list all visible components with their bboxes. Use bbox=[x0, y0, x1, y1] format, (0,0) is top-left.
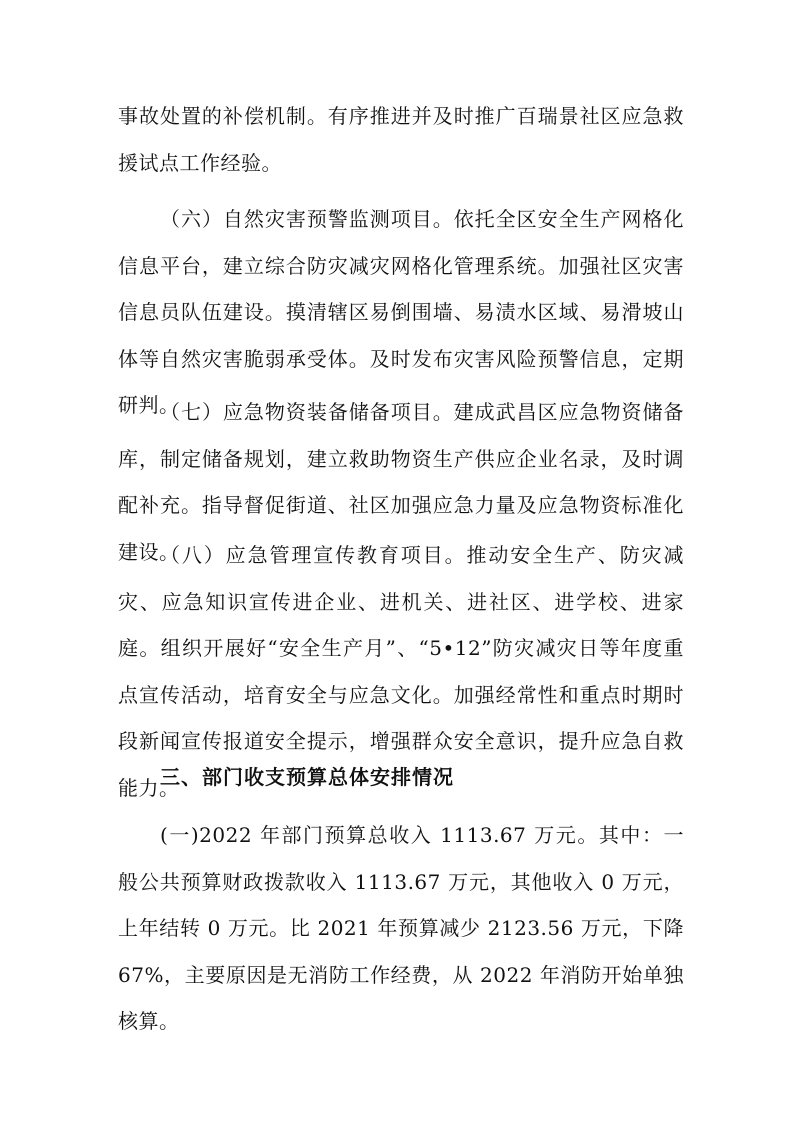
paragraph-publicity-education: （八）应急管理宣传教育项目。推动安全生产、防灾减灾、应急知识宣传进企业、进机关、进社区、进学校、进家庭。组织开展好“安全生产月”、“5•12”防灾减灾日等年度重点宣传活动，培育安全与应急文化。加强经常性和重点时期时段新闻宣传报道安全提示，增强群众安全意识，提升应急自救能力。 bbox=[118, 543, 684, 800]
paragraph-continuation: 事故处置的补偿机制。有序推进并及时推广百瑞景社区应急救援试点工作经验。 bbox=[118, 104, 684, 175]
section-heading: 三、部门收支预算总体安排情况 bbox=[160, 765, 454, 789]
paragraph-budget-income: (一)2022 年部门预算总收入 1113.67 万元。其中：一般公共预算财政拨款收入 1113.67 万元，其他收入 0 万元，上年结转 0 万元。比 2021 年预算减少 2123.56 万元，下降 67%，主要原因是无消防工作经费，从 2022 年消防开始单独核算。 bbox=[118, 823, 684, 1034]
paragraph-emergency-supplies: （七）应急物资装备储备项目。建成武昌区应急物资储备库，制定储备规划，建立救助物资生产供应企业名录，及时调配补充。指导督促街道、社区加强应急力量及应急物资标准化建设。 bbox=[118, 400, 684, 564]
paragraph-natural-disaster-warning: （六）自然灾害预警监测项目。依托全区安全生产网格化信息平台，建立综合防灾减灾网格化管理系统。加强社区灾害信息员队伍建设。摸清辖区易倒围墙、易渍水区域、易滑坡山体等自然灾害脆弱承受体。及时发布灾害风险预警信息，定期研判。 bbox=[118, 207, 684, 418]
